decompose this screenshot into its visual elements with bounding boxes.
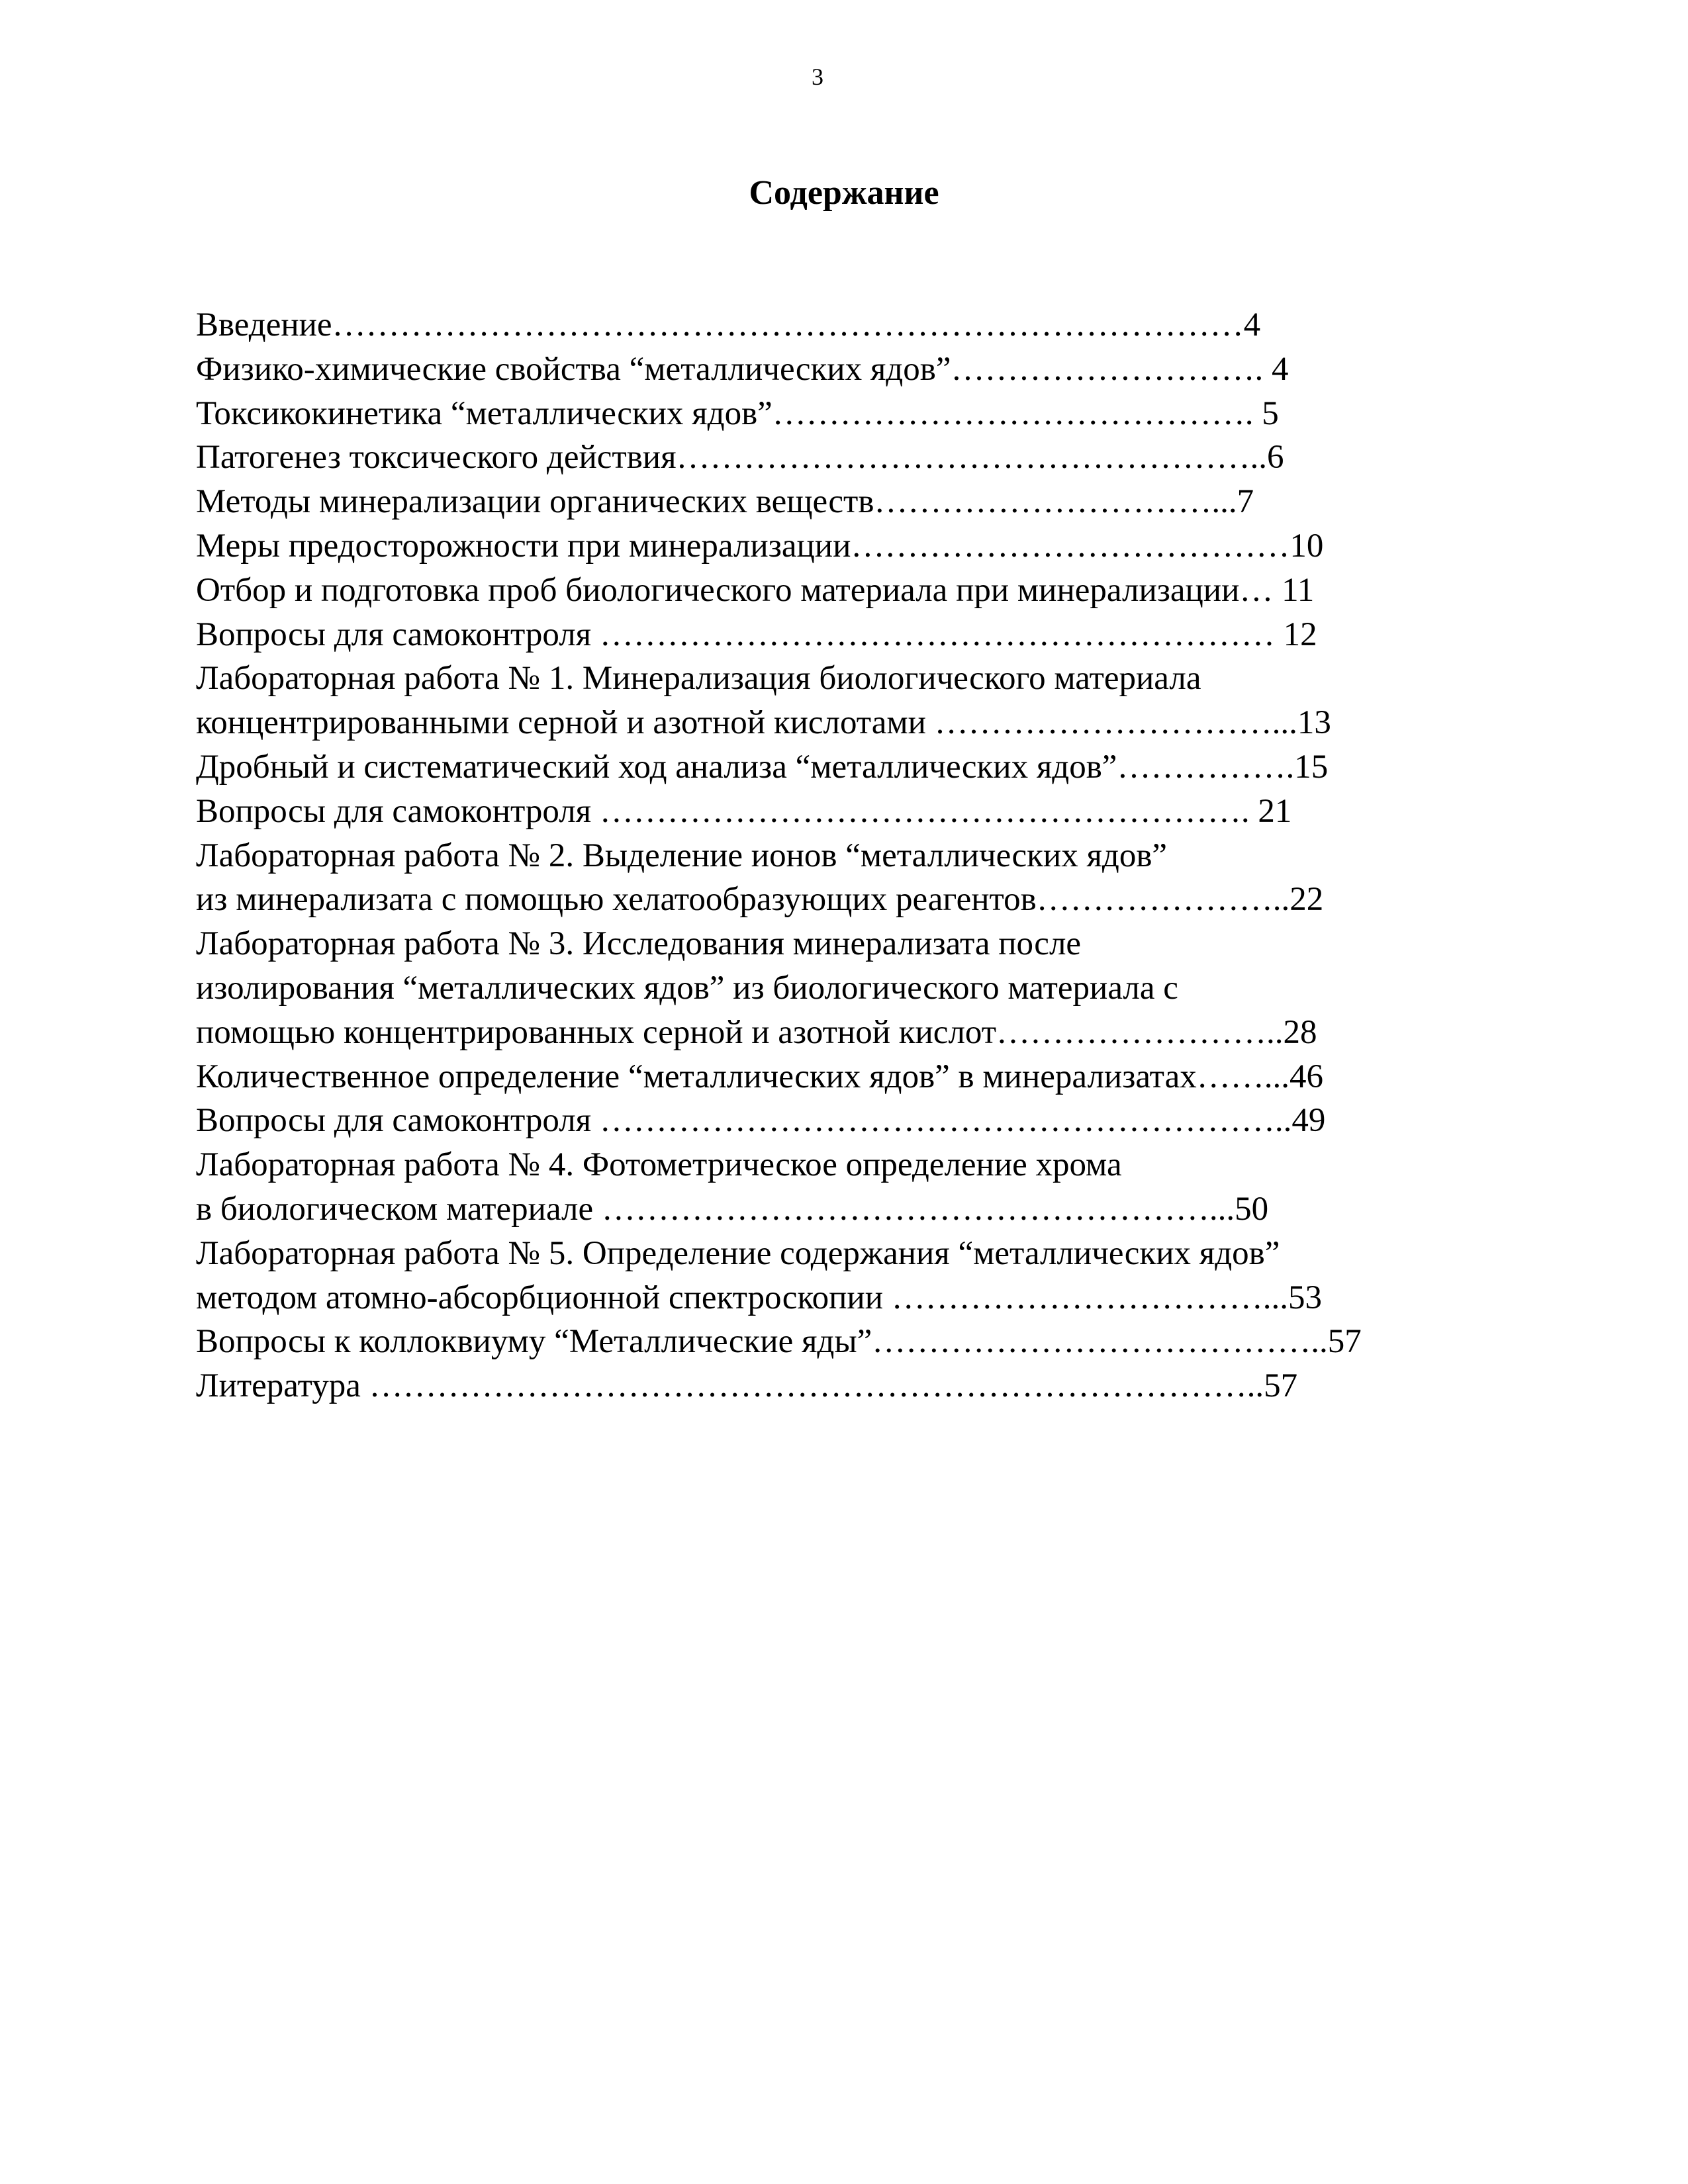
toc-entry [196,790,1493,834]
toc-entry-line: концентрированными серной и азотной кислотами …………………………...13 [196,704,1331,742]
toc-entry-line: Токсикокинетика “металлических ядов”……………………………………. 5 [196,394,1279,432]
toc-entry-line: изолирования “металлических ядов” из биологического материала с [196,969,1178,1007]
toc-entry-line: из минерализата с помощью хелатообразующих реагентов…………………..22 [196,881,1324,919]
toc-entry-line: Вопросы к коллоквиуму “Металлические яды”…………………………………..57 [196,1323,1362,1361]
toc-entry-line: Лабораторная работа № 5. Определение содержания “металлических ядов” [196,1234,1280,1272]
toc-entry [196,569,1493,613]
toc-entry-line: Литература ……………………………………………………………………..57 [196,1367,1298,1405]
toc-entry [196,347,1493,392]
toc-entry [196,834,1493,923]
toc-entry [196,922,1493,1054]
toc-entry [196,480,1493,524]
toc-entry-line: Введение………………………………………………………………………4 [196,306,1261,343]
toc-entry [196,303,1493,347]
table-of-contents [196,303,1493,1408]
page-number: 3 [812,64,823,90]
toc-entry-line: Дробный и систематический ход анализа “металлических ядов”…………….15 [196,748,1329,786]
toc-entry [196,1320,1493,1364]
toc-entry [196,1143,1493,1232]
toc-entry-line: Вопросы для самоконтроля ……………………………………………………..49 [196,1102,1326,1140]
toc-entry [196,613,1493,657]
toc-entry [196,392,1493,436]
toc-entry-line: Отбор и подготовка проб биологического материала при минерализации… 11 [196,571,1315,609]
toc-entry-line: Физико-химические свойства “металлических ядов”………………………. 4 [196,350,1289,388]
toc-entry-line: Меры предосторожности при минерализации…………………………………10 [196,527,1324,565]
toc-entry-line: в биологическом материале ………………………………………………...50 [196,1190,1269,1228]
toc-entry-line: Лабораторная работа № 3. Исследования минерализата после [196,925,1082,963]
toc-entry-line: Методы минерализации органических веществ…………………………...7 [196,483,1254,521]
toc-entry-line: помощью концентрированных серной и азотной кислот……………………..28 [196,1013,1317,1051]
toc-entry [196,657,1493,745]
toc-entry-line: Патогенез токсического действия……………………………………………..6 [196,439,1284,477]
toc-entry [196,1055,1493,1099]
toc-entry [196,1099,1493,1143]
toc-entry-line: Вопросы для самоконтроля …………………………………………………. 21 [196,792,1292,830]
toc-entry [196,435,1493,480]
toc-entry [196,1364,1493,1408]
toc-entry [196,1232,1493,1320]
toc-entry-line: Лабораторная работа № 1. Минерализация биологического материала [196,660,1201,698]
toc-entry [196,524,1493,569]
toc-entry-line: Лабораторная работа № 4. Фотометрическое определение хрома [196,1146,1122,1184]
page-title: Содержание [749,174,939,212]
toc-entry-line: Лабораторная работа № 2. Выделение ионов “металлических ядов” [196,837,1168,874]
toc-entry-line: Количественное определение “металлических ядов” в минерализатах……...46 [196,1058,1323,1095]
toc-entry [196,745,1493,790]
toc-entry-line: методом атомно-абсорбционной спектроскопии ……………………………...53 [196,1279,1323,1316]
toc-entry-line: Вопросы для самоконтроля …………………………………………………… 12 [196,615,1317,653]
